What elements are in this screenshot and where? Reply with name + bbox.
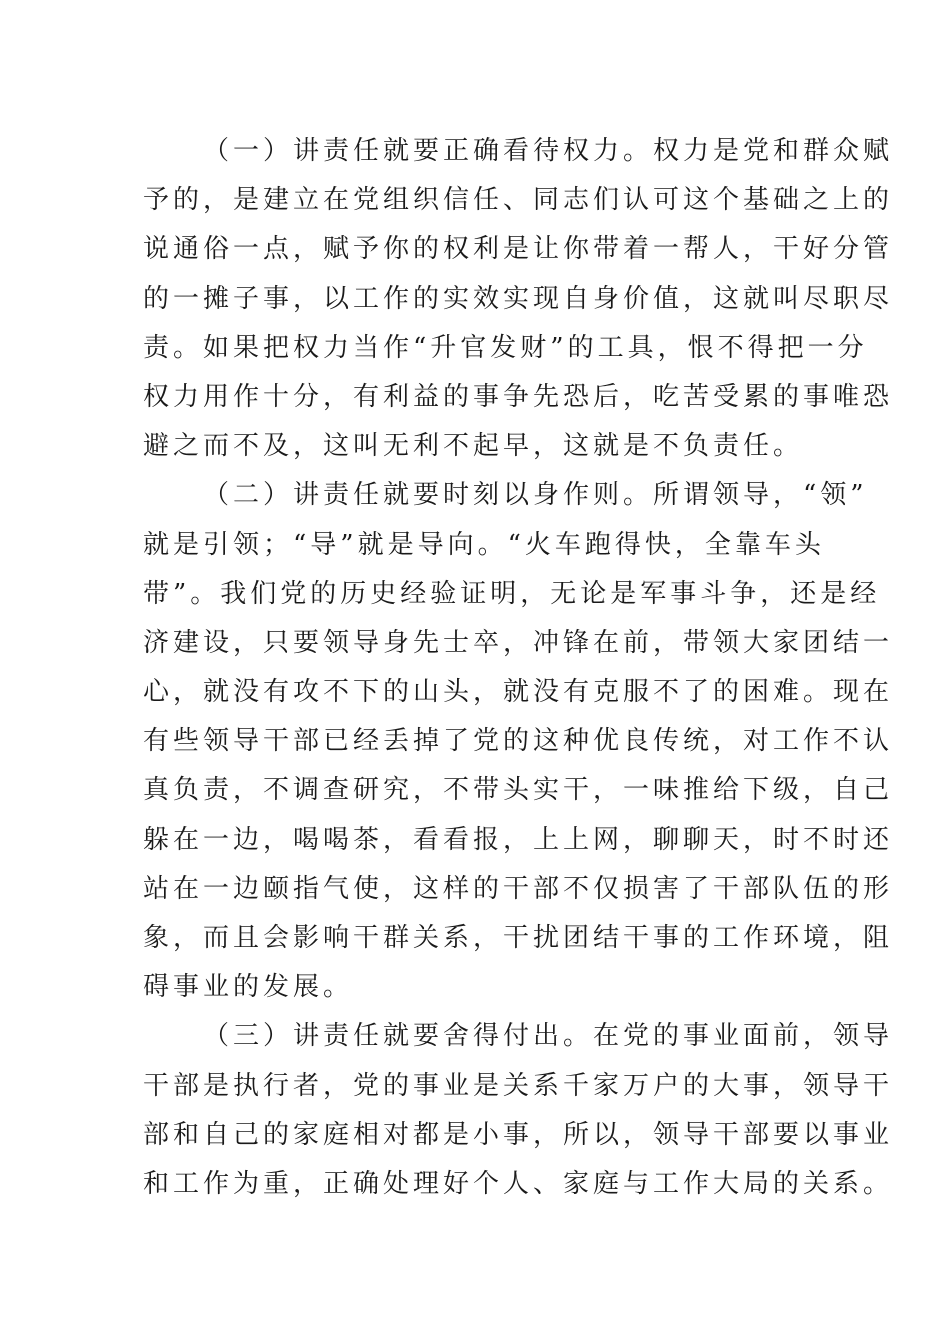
paragraph-line: 真负责，不调查研究，不带头实干，一味推给下级，自己	[143, 775, 894, 806]
paragraph-line: 躲在一边，喝喝茶，看看报，上上网，聊聊天，时不时还	[143, 824, 894, 855]
paragraph-line: （一）讲责任就要正确看待权力。权力是党和群众赋	[203, 136, 894, 166]
paragraph-line: 说通俗一点，赋予你的权利是让你带着一帮人，干好分管	[143, 234, 894, 265]
paragraph-line: 象，而且会影响干群关系，干扰团结干事的工作环境，阻	[143, 923, 894, 953]
paragraph-line: 带”。我们党的历史经验证明，无论是军事斗争，还是经	[143, 578, 881, 609]
paragraph-line: 有些领导干部已经丢掉了党的这种优良传统，对工作不认	[143, 726, 894, 757]
paragraph-line: 权力用作十分，有利益的事争先恐后，吃苦受累的事唯恐	[143, 381, 894, 412]
paragraph-line: 干部是执行者，党的事业是关系千家万户的大事，领导干	[143, 1070, 894, 1101]
paragraph-line: 和工作为重，正确处理好个人、家庭与工作大局的关系。	[143, 1168, 894, 1199]
paragraph-line: （三）讲责任就要舍得付出。在党的事业面前，领导	[203, 1021, 894, 1052]
paragraph-2	[143, 471, 894, 1012]
paragraph-line: 碍事业的发展。	[143, 972, 354, 1003]
paragraph-line: 部和自己的家庭相对都是小事，所以，领导干部要以事业	[143, 1119, 894, 1150]
document-body	[143, 127, 894, 1209]
paragraph-line: 予的，是建立在党组织信任、同志们认可这个基础之上的	[143, 185, 894, 216]
paragraph-line: 站在一边颐指气使，这样的干部不仅损害了干部队伍的形	[143, 873, 894, 904]
paragraph-line: 济建设，只要领导身先士卒，冲锋在前，带领大家团结一	[143, 627, 894, 658]
paragraph-line: （二）讲责任就要时刻以身作则。所谓领导，“领”	[203, 480, 868, 511]
paragraph-line: 心，就没有攻不下的山头，就没有克服不了的困难。现在	[143, 677, 894, 708]
paragraph-line: 避之而不及，这叫无利不起早，这就是不负责任。	[143, 431, 804, 462]
paragraph-line: 责。如果把权力当作“升官发财”的工具，恨不得把一分	[143, 332, 868, 363]
paragraph-line: 的一摊子事，以工作的实效实现自身价值，这就叫尽职尽	[143, 283, 894, 314]
paragraph-3	[143, 1012, 894, 1209]
paragraph-line: 就是引领；“导”就是导向。“火车跑得快，全靠车头	[143, 529, 825, 560]
paragraph-1	[143, 127, 894, 471]
